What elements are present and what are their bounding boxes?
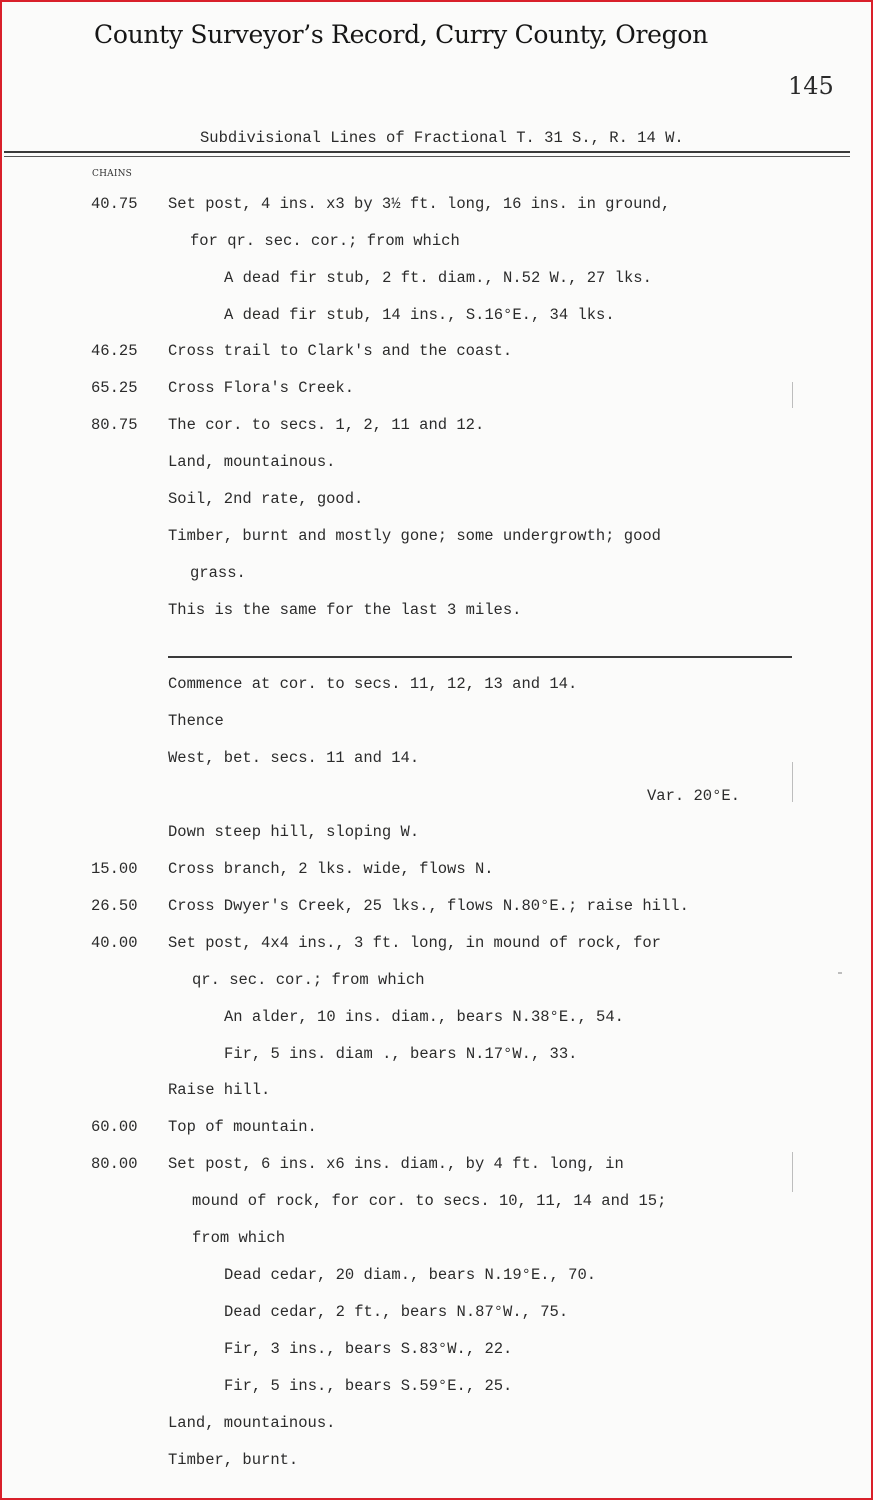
- entry-line: Cross trail to Clark's and the coast.: [168, 342, 513, 360]
- entry-line: Cross Flora's Creek.: [168, 379, 355, 397]
- record-title: County Surveyor’s Record, Curry County, Oregon: [94, 20, 708, 49]
- entry-line: qr. sec. cor.; from which: [192, 971, 425, 989]
- entry-line: Fir, 5 ins., bears S.59°E., 25.: [224, 1377, 513, 1395]
- header-rule: [4, 151, 850, 157]
- entry-line: Set post, 6 ins. x6 ins. diam., by 4 ft. long, in: [168, 1155, 624, 1173]
- scan-artifact: [792, 762, 793, 802]
- entry-line: Fir, 5 ins. diam ., bears N.17°W., 33.: [224, 1045, 578, 1063]
- entry-line: Thence: [168, 712, 224, 730]
- scan-artifact: [792, 382, 793, 408]
- scan-artifact: [792, 1152, 793, 1192]
- section-divider: [168, 656, 792, 658]
- entry-line: Soil, 2nd rate, good.: [168, 490, 364, 508]
- chain-value: 26.50: [91, 897, 138, 915]
- scan-artifact: [838, 972, 842, 974]
- chain-value: 80.00: [91, 1155, 138, 1173]
- entry-line: Down steep hill, sloping W.: [168, 823, 420, 841]
- entry-line: Cross branch, 2 lks. wide, flows N.: [168, 860, 494, 878]
- entry-line: An alder, 10 ins. diam., bears N.38°E., 54.: [224, 1008, 624, 1026]
- chain-value: 65.25: [91, 379, 138, 397]
- entry-line: from which: [192, 1229, 286, 1247]
- entry-line: Commence at cor. to secs. 11, 12, 13 and 14.: [168, 675, 578, 693]
- entry-line: Set post, 4 ins. x3 by 3½ ft. long, 16 ins. in ground,: [168, 195, 671, 213]
- entry-line: grass.: [190, 564, 246, 582]
- entry-line: This is the same for the last 3 miles.: [168, 601, 522, 619]
- entry-line: Cross Dwyer's Creek, 25 lks., flows N.80°E.; raise hill.: [168, 897, 689, 915]
- entry-line: Timber, burnt and mostly gone; some undergrowth; good: [168, 527, 661, 545]
- section-subtitle: Subdivisional Lines of Fractional T. 31 S., R. 14 W.: [200, 129, 684, 147]
- page-number: 145: [788, 72, 834, 100]
- entry-line: for qr. sec. cor.; from which: [190, 232, 460, 250]
- variation-note: Var. 20°E.: [647, 787, 741, 805]
- chain-value: 40.75: [91, 195, 138, 213]
- chains-column-label: CHAINS: [92, 169, 133, 179]
- entry-line: A dead fir stub, 2 ft. diam., N.52 W., 27 lks.: [224, 269, 652, 287]
- entry-line: Fir, 3 ins., bears S.83°W., 22.: [224, 1340, 513, 1358]
- entry-line: Land, mountainous.: [168, 1414, 336, 1432]
- entry-line: mound of rock, for cor. to secs. 10, 11, 14 and 15;: [192, 1192, 667, 1210]
- chain-value: 60.00: [91, 1118, 138, 1136]
- entry-line: Dead cedar, 20 diam., bears N.19°E., 70.: [224, 1266, 597, 1284]
- entry-line: Dead cedar, 2 ft., bears N.87°W., 75.: [224, 1303, 569, 1321]
- chain-value: 40.00: [91, 934, 138, 952]
- entry-line: Timber, burnt.: [168, 1451, 299, 1469]
- entry-line: West, bet. secs. 11 and 14.: [168, 749, 420, 767]
- chain-value: 15.00: [91, 860, 138, 878]
- entry-line: Top of mountain.: [168, 1118, 317, 1136]
- chain-value: 80.75: [91, 416, 138, 434]
- chain-value: 46.25: [91, 342, 138, 360]
- entry-line: Land, mountainous.: [168, 453, 336, 471]
- entry-line: A dead fir stub, 14 ins., S.16°E., 34 lks.: [224, 306, 615, 324]
- entry-line: Set post, 4x4 ins., 3 ft. long, in mound of rock, for: [168, 934, 661, 952]
- entry-line: The cor. to secs. 1, 2, 11 and 12.: [168, 416, 485, 434]
- entry-line: Raise hill.: [168, 1081, 271, 1099]
